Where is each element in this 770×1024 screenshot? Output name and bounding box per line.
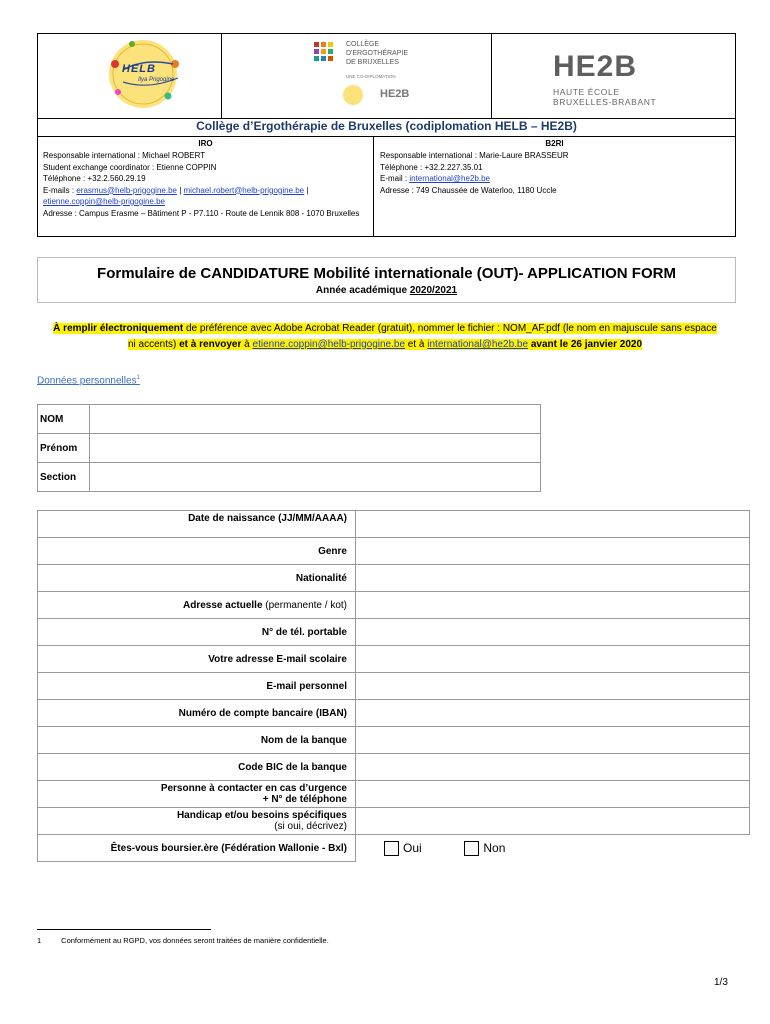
iro-emails — [43, 185, 368, 197]
academic-year-label: Année académique — [315, 285, 410, 296]
iro-address: Adresse : Campus Erasme – Bâtiment P - P7.110 - Route de Lennik 808 - 1070 Bruxelles — [43, 208, 360, 218]
iro-email3 — [43, 196, 368, 208]
footnote-number: 1 — [37, 936, 42, 945]
college-logo-sub: UNE CO-DIPLOMATION — [346, 74, 396, 79]
footnote — [37, 936, 329, 945]
b2ri-line: Responsable international : Marie-Laure BRASSEUR — [380, 151, 569, 160]
form-title: Formulaire de CANDIDATURE Mobilité internationale (OUT)- APPLICATION FORM — [97, 265, 676, 282]
college-logo-mark — [314, 42, 334, 62]
divider — [38, 136, 735, 137]
helb-logo-cell — [38, 34, 221, 118]
field-label-boursier: Êtes-vous boursier.ère (Fédération Wallonie - Bxl) — [38, 835, 356, 862]
table-row — [38, 592, 750, 619]
table-row — [38, 700, 750, 727]
iro-line: Student exchange coordinator : Etienne COPPIN — [43, 162, 217, 172]
field-label-text: N° de tél. portable — [261, 626, 347, 638]
logo-row — [38, 34, 735, 119]
iro-heading: IRO — [198, 139, 213, 148]
helb-logo-sub: Ilya Prigogine — [138, 77, 175, 83]
field-input[interactable] — [356, 700, 750, 727]
handicap-label-note: (si oui, décrivez) — [274, 821, 347, 832]
field-label-section: Section — [38, 463, 90, 492]
field-input[interactable] — [356, 754, 750, 781]
field-label-text: Votre adresse E-mail scolaire — [208, 653, 347, 665]
college-he2b-mini-logo: HE2B — [380, 88, 410, 100]
table-row — [38, 405, 541, 434]
field-label-handicap — [38, 808, 356, 835]
table-row — [38, 538, 750, 565]
field-label — [38, 700, 356, 727]
instr-part: et à renvoyer — [179, 339, 242, 350]
field-label — [38, 619, 356, 646]
field-label — [38, 646, 356, 673]
instr-email-coppin[interactable]: etienne.coppin@helb-prigogine.be — [252, 339, 406, 350]
email-link-erasmus[interactable]: erasmus@helb-prigogine.be — [76, 185, 177, 195]
he2b-logo-sub — [553, 87, 656, 107]
table-row — [38, 646, 750, 673]
college-logo-line: DE BRUXELLES — [346, 59, 399, 66]
boursier-options — [356, 835, 750, 862]
email-link-international[interactable]: international@he2b.be — [409, 174, 490, 183]
table-row — [38, 565, 750, 592]
b2ri-address: Adresse : 749 Chaussée de Waterloo, 1180 Uccle — [380, 185, 557, 195]
table-row — [38, 673, 750, 700]
table-row — [38, 727, 750, 754]
checkbox-oui[interactable] — [384, 841, 399, 856]
contact-label-line: Personne à contacter en cas d’urgence — [160, 783, 347, 794]
iro-info — [43, 150, 368, 219]
iro-line: Téléphone : +32.2.560.29.19 — [43, 174, 146, 183]
field-input-nom[interactable] — [90, 405, 541, 434]
page-number: 1/3 — [714, 977, 728, 988]
field-label — [38, 673, 356, 700]
basic-fields-table — [37, 404, 541, 492]
email-link-coppin[interactable]: etienne.coppin@helb-prigogine.be — [43, 197, 165, 206]
college-logo-cell — [222, 34, 491, 118]
header-box — [37, 33, 736, 237]
college-title: Collège d’Ergothérapie de Bruxelles (codiplomation HELB – HE2B) — [196, 119, 577, 133]
footnote-ref: 1 — [136, 375, 140, 381]
option-no-label: Non — [483, 840, 506, 855]
he2b-sub-line: BRUXELLES-BRABANT — [553, 97, 657, 107]
field-input-handicap[interactable] — [356, 808, 750, 835]
footnote-text: Conformément au RGPD, vos données seront traitées de manière confidentielle. — [61, 936, 329, 945]
college-helb-mini-logo — [342, 84, 364, 106]
section-personal-text: Données personnelles — [37, 375, 137, 387]
table-row — [38, 434, 541, 463]
table-row — [38, 511, 750, 538]
instructions — [50, 321, 720, 353]
instr-part: à — [241, 339, 253, 350]
table-row — [38, 463, 541, 492]
instr-part: À remplir électroniquement — [53, 323, 184, 334]
field-label — [38, 592, 356, 619]
separator: | — [304, 185, 309, 195]
field-label-contact — [38, 781, 356, 808]
field-input[interactable] — [356, 673, 750, 700]
field-label-note: (permanente / kot) — [262, 599, 347, 611]
field-input[interactable] — [356, 619, 750, 646]
field-label — [38, 727, 356, 754]
field-label-text: Adresse actuelle — [183, 599, 263, 611]
b2ri-line: Téléphone : +32.2.227.35.01 — [380, 162, 483, 172]
table-row — [38, 754, 750, 781]
helb-logo-text: HELB — [122, 63, 156, 75]
email-label: E-mail : — [380, 174, 410, 183]
emails-label: E-mails : — [43, 185, 77, 195]
column-divider — [373, 136, 374, 236]
checkbox-non[interactable] — [464, 841, 479, 856]
field-label-text: Nom de la banque — [260, 734, 347, 746]
iro-line: Responsable international : Michael ROBERT — [43, 151, 206, 160]
he2b-logo: HE2B — [553, 50, 638, 83]
field-input[interactable] — [356, 592, 750, 619]
separator: | — [176, 185, 184, 195]
instr-deadline: avant le 26 janvier 2020 — [528, 339, 643, 350]
section-personal-heading — [37, 375, 140, 386]
field-label — [38, 565, 356, 592]
handicap-label-line: Handicap et/ou besoins spécifiques — [176, 810, 347, 821]
field-label — [38, 511, 356, 538]
field-label-prenom: Prénom — [38, 434, 90, 463]
field-input[interactable] — [356, 646, 750, 673]
detail-fields-table — [37, 510, 750, 862]
field-input-prenom[interactable] — [90, 434, 541, 463]
instr-part: et à — [405, 339, 428, 350]
helb-logo — [38, 34, 221, 118]
b2ri-info — [380, 150, 730, 196]
table-row — [38, 835, 750, 862]
field-label-text: Date de naissance (JJ/MM/AAAA) — [188, 513, 347, 524]
field-input[interactable] — [356, 511, 750, 538]
field-label — [38, 754, 356, 781]
table-row — [38, 619, 750, 646]
instr-email-international[interactable]: international@he2b.be — [427, 339, 529, 350]
field-input-contact[interactable] — [356, 781, 750, 808]
academic-year-value: 2020/2021 — [409, 285, 458, 296]
option-yes-label: Oui — [403, 840, 422, 855]
b2ri-email-row — [380, 173, 730, 185]
field-input[interactable] — [356, 538, 750, 565]
field-label-text: Nationalité — [295, 572, 347, 584]
college-logo-text — [346, 40, 408, 67]
field-label-text: E-mail personnel — [266, 680, 347, 692]
he2b-logo-cell — [492, 34, 735, 118]
college-logo-line: D'ERGOTHÉRAPIE — [346, 50, 409, 57]
field-input-section[interactable] — [90, 463, 541, 492]
footnote-rule — [37, 929, 211, 930]
contact-label-line: + N° de téléphone — [262, 794, 347, 805]
email-link-robert[interactable]: michael.robert@helb-prigogine.be — [183, 185, 305, 195]
college-logo-line: COLLÈGE — [346, 41, 380, 48]
field-label-text: Genre — [318, 545, 347, 557]
table-row — [38, 808, 750, 835]
field-label-nom: NOM — [38, 405, 90, 434]
academic-year — [38, 285, 735, 296]
table-row — [38, 781, 750, 808]
form-title-box — [37, 257, 736, 303]
field-input[interactable] — [356, 565, 750, 592]
b2ri-heading: B2RI — [545, 139, 564, 148]
field-label-text: Numéro de compte bancaire (IBAN) — [178, 707, 347, 719]
he2b-sub-line: HAUTE ÉCOLE — [553, 87, 620, 97]
field-label — [38, 538, 356, 565]
instr-part: de préférence avec Adobe Acrobat Reader (gratuit), nommer le fichier : NOM_AF.pdf (le nom en majuscule sans espace ni accents) — [127, 323, 717, 350]
field-input[interactable] — [356, 727, 750, 754]
field-label-text: Code BIC de la banque — [238, 761, 347, 773]
